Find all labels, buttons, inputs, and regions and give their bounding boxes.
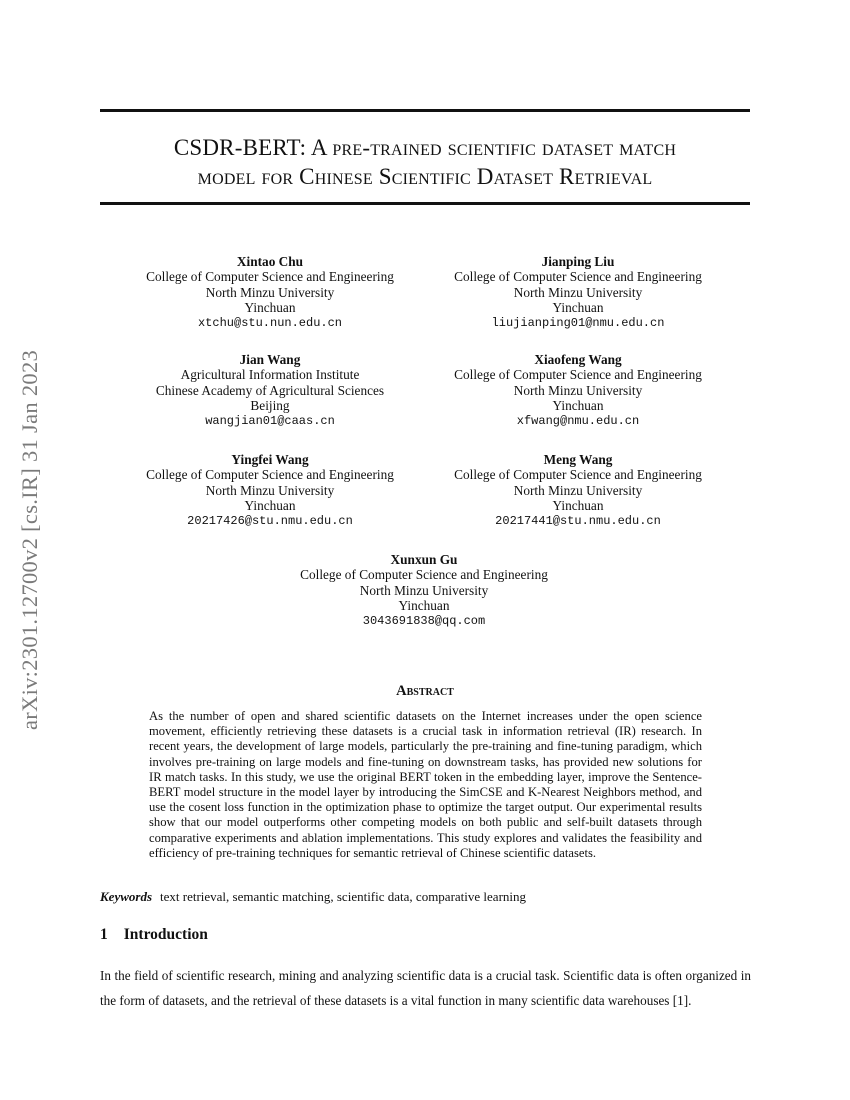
author-affiliation: College of Computer Science and Engineering bbox=[146, 467, 394, 483]
title-line-2: model for Chinese Scientific Dataset Retrieval bbox=[197, 164, 653, 189]
paper-title bbox=[100, 133, 750, 191]
author-affiliation: College of Computer Science and Engineering bbox=[454, 467, 702, 483]
author-affiliation: Yinchuan bbox=[244, 300, 296, 316]
author-email[interactable]: liujianping01@nmu.edu.cn bbox=[491, 315, 665, 330]
author-affiliation: North Minzu University bbox=[205, 284, 335, 300]
title-bottom-rule bbox=[100, 202, 750, 205]
title-top-rule bbox=[100, 109, 750, 112]
author-affiliation: North Minzu University bbox=[359, 582, 489, 598]
author-entry bbox=[110, 254, 430, 331]
author-email[interactable]: xtchu@stu.nun.edu.cn bbox=[197, 315, 343, 330]
abstract-heading: Abstract bbox=[396, 683, 454, 699]
author-entry bbox=[418, 254, 738, 331]
author-affiliation: Yinchuan bbox=[552, 498, 604, 514]
author-entry bbox=[418, 352, 738, 429]
author-name: Xintao Chu bbox=[236, 254, 304, 269]
author-affiliation: North Minzu University bbox=[513, 482, 643, 498]
author-name: Jianping Liu bbox=[541, 254, 615, 269]
author-affiliation: Yinchuan bbox=[552, 398, 604, 414]
author-affiliation: North Minzu University bbox=[513, 382, 643, 398]
author-affiliation: Agricultural Information Institute bbox=[180, 367, 360, 383]
author-name: Xunxun Gu bbox=[390, 552, 458, 567]
author-affiliation: College of Computer Science and Engineering bbox=[454, 367, 702, 383]
author-entry bbox=[110, 452, 430, 529]
abstract-text: As the number of open and shared scientific datasets on the Internet increases under the open science movement, efficiently retrieving these datasets is a crucial task in information retrieval (IR) research. In recent years, the development of large models, particularly the pre-training and fine-tuning paradigm, which involves pre-training on large models and fine-tuning on downstream tasks, has provided new solutions for IR match tasks. In this study, we use the original BERT token in the embedding layer, improve the Sentence-BERT model structure in the model layer by introducing the SimCSE and K-Nearest Neighbors method, and use the cosent loss function in the optimization phase to optimize the target output. Our experimental results show that our model outperforms other competing models on both public and self-built datasets through comparative experiments and ablation implementations. This study explores and validates the feasibility and efficiency of pre-training techniques for semantic retrieval of Chinese scientific datasets. bbox=[149, 709, 702, 860]
author-name: Xiaofeng Wang bbox=[534, 352, 622, 367]
author-name: Meng Wang bbox=[543, 452, 613, 467]
author-name: Yingfei Wang bbox=[231, 452, 309, 467]
author-entry bbox=[264, 552, 584, 629]
author-email[interactable]: xfwang@nmu.edu.cn bbox=[516, 413, 640, 428]
author-email[interactable]: 3043691838@qq.com bbox=[362, 613, 486, 628]
title-line-1: CSDR-BERT: A pre-trained scientific dataset match bbox=[173, 135, 677, 160]
author-affiliation: North Minzu University bbox=[513, 284, 643, 300]
author-affiliation: Yinchuan bbox=[398, 598, 450, 614]
author-affiliation: North Minzu University bbox=[205, 482, 335, 498]
keywords-text: text retrieval, semantic matching, scientific data, comparative learning bbox=[160, 889, 527, 904]
keywords-label: Keywords bbox=[100, 889, 152, 904]
author-affiliation: College of Computer Science and Engineering bbox=[146, 269, 394, 285]
section-title: Introduction bbox=[123, 926, 208, 943]
author-email[interactable]: 20217426@stu.nmu.edu.cn bbox=[187, 513, 353, 528]
author-email[interactable]: wangjian01@caas.cn bbox=[205, 413, 335, 428]
author-entry bbox=[110, 352, 430, 429]
author-affiliation: Beijing bbox=[250, 398, 290, 414]
author-name: Jian Wang bbox=[239, 352, 301, 367]
author-affiliation: College of Computer Science and Engineering bbox=[454, 269, 702, 285]
author-entry bbox=[418, 452, 738, 529]
section-heading-introduction bbox=[100, 926, 208, 944]
keywords bbox=[100, 889, 526, 905]
introduction-text: In the field of scientific research, mining and analyzing scientific data is a crucial task. Scientific data is often organized in the form of datasets, and the retrieval of these datasets is a vital function in many scientific data warehouses [1]. bbox=[100, 968, 751, 1008]
author-email[interactable]: 20217441@stu.nmu.edu.cn bbox=[495, 513, 661, 528]
author-affiliation: Yinchuan bbox=[244, 498, 296, 514]
section-number: 1 bbox=[100, 926, 108, 943]
author-affiliation: Chinese Academy of Agricultural Sciences bbox=[155, 382, 385, 398]
author-affiliation: College of Computer Science and Engineering bbox=[300, 567, 548, 583]
arxiv-stamp: arXiv:2301.12700v2 [cs.IR] 31 Jan 2023 bbox=[17, 349, 42, 731]
author-affiliation: Yinchuan bbox=[552, 300, 604, 316]
